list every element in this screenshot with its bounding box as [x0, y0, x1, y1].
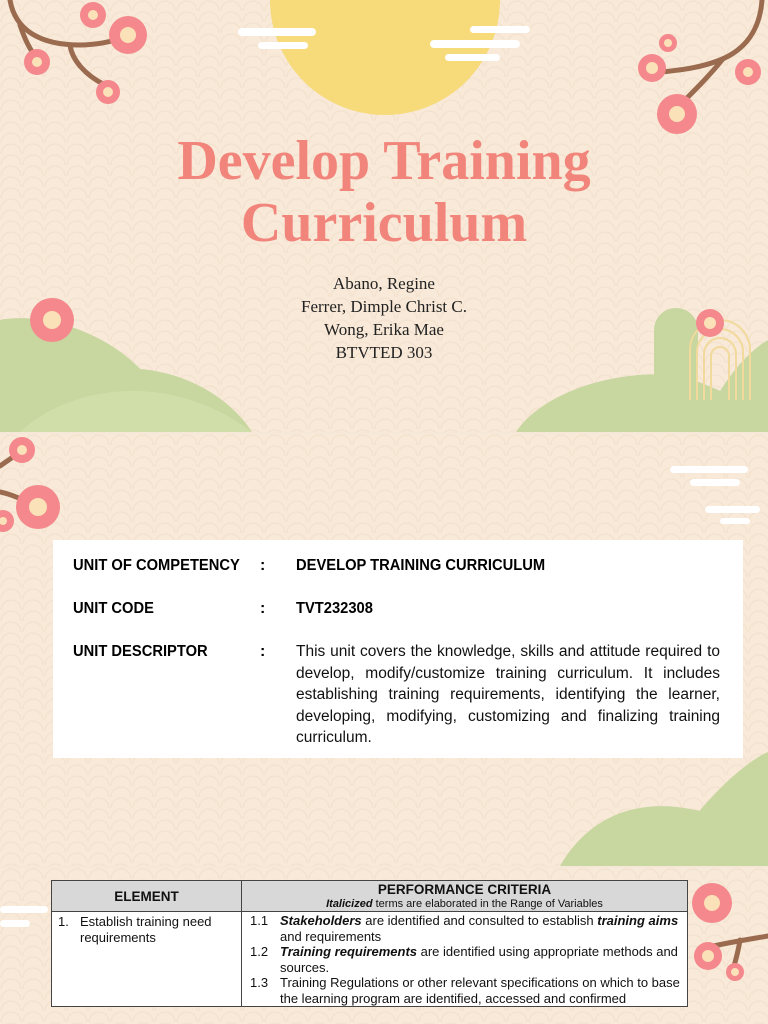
author-name: Wong, Erika Mae — [324, 320, 444, 339]
performance-criteria-slide — [0, 868, 768, 1024]
unit-descriptor-text: This unit covers the knowledge, skills and attitude required to develop, modify/customize training curriculum. It includes establishing training requirements, identifying the learner, developing, modifying, customizing and finalizing training curriculum. — [296, 643, 720, 746]
unit-info-card — [53, 540, 743, 758]
colon: : — [260, 557, 266, 574]
unit-of-competency-slide — [0, 434, 768, 866]
table-row — [52, 912, 688, 1007]
criterion-term: training aims — [597, 913, 679, 928]
criteria-header — [242, 881, 688, 912]
cloud-icon — [0, 906, 48, 927]
author-list — [0, 272, 768, 364]
blossom-icon — [692, 883, 744, 981]
title-line-1: Develop Training — [177, 130, 591, 192]
blossom-icon — [0, 437, 60, 532]
unit-descriptor-label: UNIT DESCRIPTOR — [73, 643, 208, 660]
criterion-number: 1.2 — [250, 944, 269, 959]
element-number: 1. — [58, 914, 69, 929]
criterion-text: Training Regulations or other relevant specifications on which to base the learning program are identified, accessed and confirmed — [280, 975, 680, 1006]
unit-of-competency-value: DEVELOP TRAINING CURRICULUM — [296, 557, 546, 574]
author-name: Abano, Regine — [333, 274, 435, 293]
italicized-word: Italicized — [326, 898, 373, 910]
element-header: ELEMENT — [52, 881, 242, 912]
criterion-item — [242, 975, 687, 1006]
title-slide — [0, 0, 768, 432]
criteria-header-note — [242, 897, 687, 911]
criterion-term: Training requirements — [280, 944, 418, 959]
criterion-item — [242, 944, 687, 975]
criterion-text: are identified and consulted to establish — [361, 913, 598, 928]
criterion-number: 1.1 — [250, 913, 269, 928]
course-section: BTVTED 303 — [335, 343, 433, 362]
criterion-text: are identified using appropriate methods and sources. — [280, 944, 678, 975]
colon: : — [260, 643, 266, 660]
criteria-header-title: PERFORMANCE CRITERIA — [377, 882, 552, 897]
criteria-cell — [242, 912, 688, 1007]
unit-code-label: UNIT CODE — [73, 600, 154, 617]
criterion-term: Stakeholders — [280, 913, 362, 928]
slide-title — [0, 130, 768, 254]
unit-of-competency-label: UNIT OF COMPETENCY — [73, 557, 240, 574]
performance-criteria-table — [51, 880, 688, 1007]
element-cell — [52, 912, 242, 1007]
criterion-text: and requirements — [280, 928, 382, 944]
cloud-icon — [670, 466, 760, 524]
criterion-number: 1.3 — [250, 975, 269, 990]
author-name: Ferrer, Dimple Christ C. — [301, 297, 467, 316]
element-text: Establish training need requirements — [80, 914, 212, 945]
criterion-item — [242, 913, 687, 944]
colon: : — [260, 600, 266, 617]
unit-code-value: TVT232308 — [296, 600, 373, 617]
note-text: terms are elaborated in the Range of Variables — [372, 898, 603, 910]
title-line-2: Curriculum — [240, 192, 528, 254]
table-header-row — [52, 881, 688, 912]
